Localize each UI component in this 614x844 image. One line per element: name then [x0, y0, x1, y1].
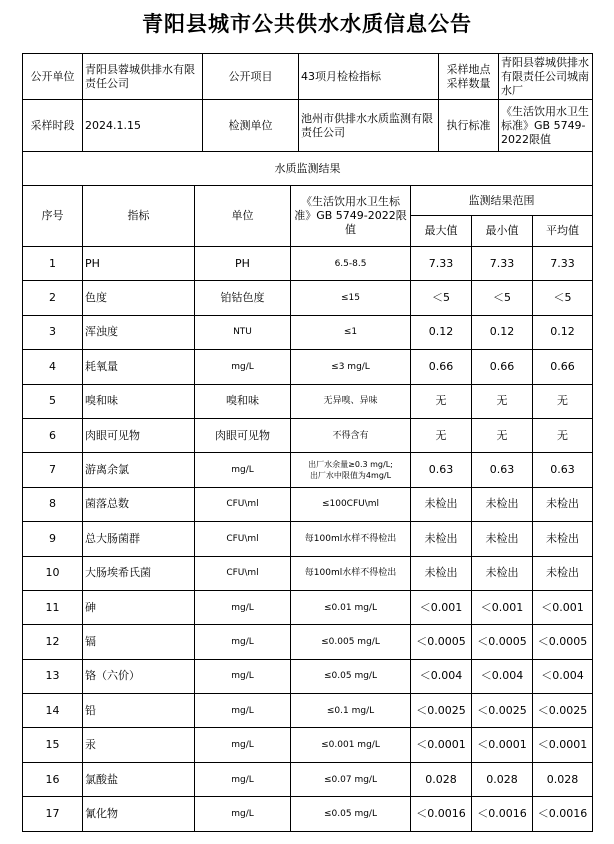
table-row [23, 453, 593, 487]
table-row [23, 418, 593, 452]
row-limit: ≤0.05 mg/L [291, 659, 411, 693]
header-avg: 平均值 [533, 216, 593, 247]
row-limit: 每100ml水样不得检出 [291, 522, 411, 556]
table-row [23, 762, 593, 796]
row-indicator: 汞 [83, 728, 195, 762]
row-seq: 16 [23, 762, 83, 796]
row-indicator: 菌落总数 [83, 487, 195, 521]
row-unit: mg/L [195, 797, 291, 831]
row-unit: mg/L [195, 350, 291, 384]
page-title: 青阳县城市公共供水水质信息公告 [142, 12, 472, 36]
row-seq: 12 [23, 625, 83, 659]
row-limit: ≤15 [291, 281, 411, 315]
row-seq: 15 [23, 728, 83, 762]
row-seq: 1 [23, 247, 83, 281]
row-limit: ≤0.01 mg/L [291, 590, 411, 624]
row-min: 未检出 [472, 556, 533, 590]
results-table [22, 185, 593, 832]
table-row [23, 728, 593, 762]
row-max: 0.028 [411, 762, 472, 796]
row-min: 7.33 [472, 247, 533, 281]
row-unit: mg/L [195, 590, 291, 624]
info-label-period: 采样时段 [23, 100, 83, 152]
row-indicator: 肉眼可见物 [83, 418, 195, 452]
row-unit: PH [195, 247, 291, 281]
row-unit: CFU\ml [195, 556, 291, 590]
row-avg: ＜0.0016 [533, 797, 593, 831]
info-value-item: 43项月检检指标 [299, 54, 439, 100]
info-table [22, 53, 593, 186]
table-row [23, 625, 593, 659]
row-seq: 2 [23, 281, 83, 315]
table-row [23, 315, 593, 349]
row-avg: 0.12 [533, 315, 593, 349]
info-value-sampling-site: 青阳县蓉城供排水有限责任公司城南水厂 [499, 54, 593, 100]
row-indicator: 大肠埃希氏菌 [83, 556, 195, 590]
row-seq: 11 [23, 590, 83, 624]
info-value-standard: 《生活饮用水卫生标准》GB 5749-2022限值 [499, 100, 593, 152]
row-max: 0.63 [411, 453, 472, 487]
row-avg: 0.63 [533, 453, 593, 487]
row-seq: 14 [23, 694, 83, 728]
row-max: ＜5 [411, 281, 472, 315]
table-row [23, 350, 593, 384]
row-limit: ≤0.05 mg/L [291, 797, 411, 831]
table-row [23, 797, 593, 831]
row-min: 未检出 [472, 487, 533, 521]
row-limit: 6.5-8.5 [291, 247, 411, 281]
row-seq: 8 [23, 487, 83, 521]
row-seq: 13 [23, 659, 83, 693]
table-row [23, 659, 593, 693]
row-unit: mg/L [195, 659, 291, 693]
row-avg: 无 [533, 384, 593, 418]
row-min: 无 [472, 384, 533, 418]
info-label-standard: 执行标准 [439, 100, 499, 152]
row-seq: 7 [23, 453, 83, 487]
row-limit: ≤100CFU\ml [291, 487, 411, 521]
row-limit: 每100ml水样不得检出 [291, 556, 411, 590]
row-limit: ≤1 [291, 315, 411, 349]
header-indicator: 指标 [83, 186, 195, 247]
row-max: 7.33 [411, 247, 472, 281]
table-row [23, 522, 593, 556]
info-value-publisher: 青阳县蓉城供排水有限责任公司 [83, 54, 203, 100]
row-seq: 10 [23, 556, 83, 590]
info-value-period: 2024.1.15 [83, 100, 203, 152]
row-limit: ≤0.005 mg/L [291, 625, 411, 659]
row-limit: ≤0.1 mg/L [291, 694, 411, 728]
row-min: ＜0.0001 [472, 728, 533, 762]
row-unit: mg/L [195, 728, 291, 762]
row-indicator: 游离余氯 [83, 453, 195, 487]
row-seq: 3 [23, 315, 83, 349]
info-label-lab: 检测单位 [203, 100, 299, 152]
row-max: 未检出 [411, 487, 472, 521]
row-max: ＜0.0016 [411, 797, 472, 831]
row-max: ＜0.001 [411, 590, 472, 624]
row-unit: mg/L [195, 694, 291, 728]
row-indicator: 浑浊度 [83, 315, 195, 349]
row-max: 0.66 [411, 350, 472, 384]
table-row [23, 590, 593, 624]
row-indicator: 氰化物 [83, 797, 195, 831]
row-avg: 0.028 [533, 762, 593, 796]
row-unit: 肉眼可见物 [195, 418, 291, 452]
row-min: ＜0.004 [472, 659, 533, 693]
info-label-item: 公开项目 [203, 54, 299, 100]
row-max: 无 [411, 384, 472, 418]
row-unit: mg/L [195, 762, 291, 796]
row-avg: 未检出 [533, 556, 593, 590]
row-max: 0.12 [411, 315, 472, 349]
row-limit: 无异嗅、异味 [291, 384, 411, 418]
row-indicator: 耗氧量 [83, 350, 195, 384]
row-avg: ＜0.004 [533, 659, 593, 693]
row-min: 0.12 [472, 315, 533, 349]
row-min: 0.63 [472, 453, 533, 487]
row-min: ＜0.0016 [472, 797, 533, 831]
section-title: 水质监测结果 [23, 152, 593, 186]
row-seq: 17 [23, 797, 83, 831]
row-unit: 铂钴色度 [195, 281, 291, 315]
row-min: ＜0.0005 [472, 625, 533, 659]
table-row [23, 247, 593, 281]
row-indicator: 总大肠菌群 [83, 522, 195, 556]
row-min: 无 [472, 418, 533, 452]
row-avg: ＜5 [533, 281, 593, 315]
row-indicator: 铅 [83, 694, 195, 728]
row-max: 无 [411, 418, 472, 452]
row-seq: 4 [23, 350, 83, 384]
row-seq: 6 [23, 418, 83, 452]
row-max: 未检出 [411, 522, 472, 556]
row-unit: 嗅和味 [195, 384, 291, 418]
row-unit: mg/L [195, 453, 291, 487]
row-limit: ≤0.07 mg/L [291, 762, 411, 796]
info-label-publisher: 公开单位 [23, 54, 83, 100]
row-limit: ≤3 mg/L [291, 350, 411, 384]
row-max: 未检出 [411, 556, 472, 590]
table-row [23, 281, 593, 315]
row-min: 0.028 [472, 762, 533, 796]
row-unit: mg/L [195, 625, 291, 659]
row-max: ＜0.0001 [411, 728, 472, 762]
row-avg: 未检出 [533, 487, 593, 521]
row-indicator: 嗅和味 [83, 384, 195, 418]
row-indicator: 色度 [83, 281, 195, 315]
row-seq: 9 [23, 522, 83, 556]
row-avg: ＜0.001 [533, 590, 593, 624]
table-row [23, 487, 593, 521]
row-indicator: 镉 [83, 625, 195, 659]
row-indicator: PH [83, 247, 195, 281]
header-max: 最大值 [411, 216, 472, 247]
header-seq: 序号 [23, 186, 83, 247]
table-row [23, 556, 593, 590]
row-min: ＜0.0025 [472, 694, 533, 728]
row-limit: 出厂水余量≥0.3 mg/L; 出厂水中限值为4mg/L [291, 453, 411, 487]
row-min: ＜0.001 [472, 590, 533, 624]
row-avg: 0.66 [533, 350, 593, 384]
row-unit: CFU\ml [195, 522, 291, 556]
table-row [23, 694, 593, 728]
info-label-sampling-site: 采样地点 采样数量 [439, 54, 499, 100]
header-unit: 单位 [195, 186, 291, 247]
row-max: ＜0.004 [411, 659, 472, 693]
row-avg: ＜0.0025 [533, 694, 593, 728]
row-avg: 无 [533, 418, 593, 452]
row-unit: CFU\ml [195, 487, 291, 521]
row-max: ＜0.0025 [411, 694, 472, 728]
row-limit: ≤0.001 mg/L [291, 728, 411, 762]
row-limit: 不得含有 [291, 418, 411, 452]
row-avg: ＜0.0001 [533, 728, 593, 762]
row-min: 未检出 [472, 522, 533, 556]
header-standard: 《生活饮用水卫生标准》GB 5749-2022限值 [291, 186, 411, 247]
header-min: 最小值 [472, 216, 533, 247]
row-avg: ＜0.0005 [533, 625, 593, 659]
header-range: 监测结果范围 [411, 186, 593, 216]
info-value-lab: 池州市供排水水质监测有限责任公司 [299, 100, 439, 152]
table-row [23, 384, 593, 418]
row-seq: 5 [23, 384, 83, 418]
row-avg: 7.33 [533, 247, 593, 281]
row-indicator: 氯酸盐 [83, 762, 195, 796]
row-min: 0.66 [472, 350, 533, 384]
row-indicator: 砷 [83, 590, 195, 624]
row-indicator: 铬（六价） [83, 659, 195, 693]
row-unit: NTU [195, 315, 291, 349]
row-min: ＜5 [472, 281, 533, 315]
row-max: ＜0.0005 [411, 625, 472, 659]
row-avg: 未检出 [533, 522, 593, 556]
